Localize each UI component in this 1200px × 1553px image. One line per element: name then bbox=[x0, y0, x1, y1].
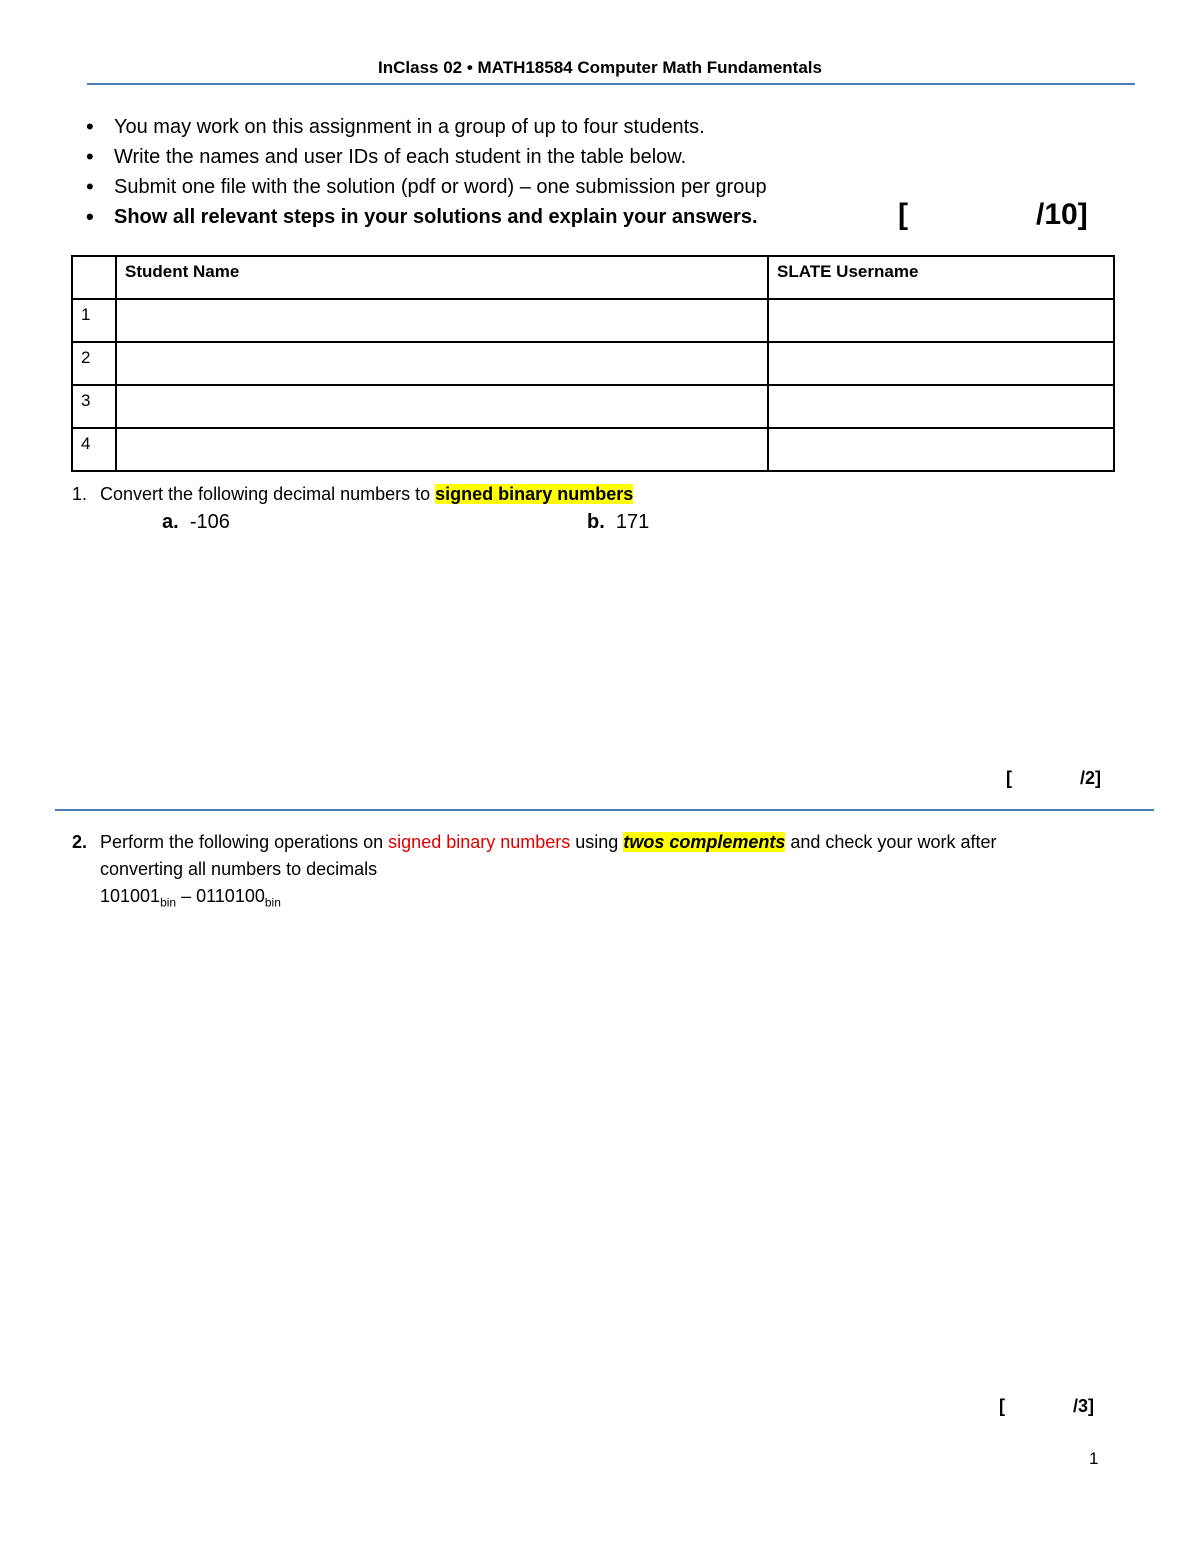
header-cell-index bbox=[72, 256, 116, 299]
part-a-label: a. bbox=[162, 511, 179, 533]
header-divider bbox=[87, 83, 1135, 85]
part-b-value: 171 bbox=[615, 511, 650, 533]
question-2-line-1 bbox=[72, 829, 1112, 856]
question-1-highlight: signed binary numbers bbox=[435, 484, 634, 504]
header-cell-slate-username: SLATE Username bbox=[768, 256, 1114, 299]
question-1 bbox=[72, 484, 633, 505]
score-open-bracket: [ bbox=[999, 1396, 1005, 1416]
instruction-item: • You may work on this assignment in a group of up to four students. bbox=[86, 112, 767, 142]
operand-2-subscript: bin bbox=[264, 895, 281, 910]
instruction-item: • Show all relevant steps in your solutions and explain your answers. bbox=[86, 202, 767, 232]
question-1-part-a bbox=[162, 511, 230, 534]
score-label: /2] bbox=[1080, 768, 1102, 788]
operand-2: 0110100 bbox=[196, 886, 265, 906]
score-open-bracket: [ bbox=[1006, 768, 1012, 788]
part-b-label: b. bbox=[587, 511, 605, 533]
part-a-value: -106 bbox=[189, 511, 230, 533]
score-open-bracket: [ bbox=[898, 198, 908, 231]
instruction-item: • Submit one file with the solution (pdf or word) – one submission per group bbox=[86, 172, 767, 202]
table-row bbox=[72, 299, 1114, 342]
score-label: /3] bbox=[1073, 1396, 1095, 1416]
student-name-cell[interactable] bbox=[116, 385, 768, 428]
question-2-highlight: twos complements bbox=[623, 832, 786, 852]
question-1-number: 1. bbox=[72, 484, 88, 504]
slate-username-cell[interactable] bbox=[768, 385, 1114, 428]
slate-username-cell[interactable] bbox=[768, 299, 1114, 342]
student-table bbox=[71, 255, 1115, 472]
slate-username-cell[interactable] bbox=[768, 342, 1114, 385]
question-2-text-3: and check your work after bbox=[785, 832, 997, 852]
question-2-red-text: signed binary numbers bbox=[388, 832, 571, 852]
instruction-item: • Write the names and user IDs of each student in the table below. bbox=[86, 142, 767, 172]
slate-username-cell[interactable] bbox=[768, 428, 1114, 471]
section-divider bbox=[55, 809, 1154, 811]
instructions-list bbox=[86, 112, 767, 232]
page-number: 1 bbox=[1089, 1449, 1099, 1468]
table-header-row bbox=[72, 256, 1114, 299]
question-2-number: 2. bbox=[72, 832, 88, 852]
student-name-cell[interactable] bbox=[116, 428, 768, 471]
row-index: 2 bbox=[72, 342, 116, 385]
page-title: InClass 02 • MATH18584 Computer Math Fundamentals bbox=[378, 58, 822, 77]
row-index: 4 bbox=[72, 428, 116, 471]
operand-1-subscript: bin bbox=[160, 895, 177, 910]
table-row bbox=[72, 342, 1114, 385]
question-2-text-2: using bbox=[570, 832, 624, 852]
header-cell-student-name: Student Name bbox=[116, 256, 768, 299]
question-2-text-1: Perform the following operations on bbox=[100, 832, 389, 852]
student-name-cell[interactable] bbox=[116, 342, 768, 385]
row-index: 1 bbox=[72, 299, 116, 342]
student-name-cell[interactable] bbox=[116, 299, 768, 342]
score-total-label: /10] bbox=[1036, 198, 1088, 231]
operand-1: 101001 bbox=[100, 886, 161, 906]
table-row bbox=[72, 385, 1114, 428]
question-1-part-b bbox=[587, 511, 649, 534]
row-index: 3 bbox=[72, 385, 116, 428]
question-2-expression bbox=[72, 883, 1112, 917]
question-2-line-2: converting all numbers to decimals bbox=[100, 859, 378, 879]
question-2 bbox=[72, 829, 1112, 917]
operator: – bbox=[176, 886, 197, 906]
question-1-text: Convert the following decimal numbers to bbox=[100, 484, 436, 504]
table-row bbox=[72, 428, 1114, 471]
